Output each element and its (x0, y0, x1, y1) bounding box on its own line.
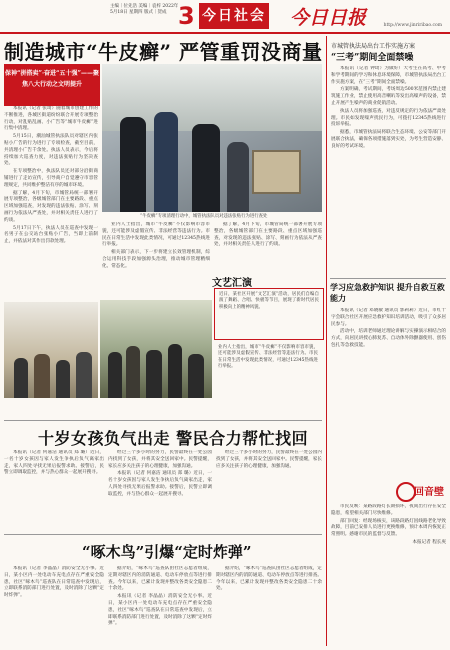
story3-col1 (4, 566, 104, 646)
feature-text: 近日，某社区开展“文艺汇演”活动，居民们自编自演了舞蹈、合唱、快板等节目，展现了新时代居民积极向上的精神风貌。 (219, 292, 319, 310)
divider (330, 278, 446, 279)
divider (4, 420, 322, 421)
paragraph: 本报讯（记者 何嘉洁 通讯员 郑 璐）近日，一名十岁女孩因与家人发生争执后负气离家出走，家人四处寻找无果后报警求助。接警后，民警立即调取监控，并与热心群众一起展开搜寻。 (108, 471, 212, 497)
performance-photo (100, 300, 212, 398)
main-subhead: 保神“拼搭卖”·奋进“五十强”——聚焦八大行动之文明提升 (4, 64, 100, 106)
feature-box-2 (214, 342, 322, 398)
right-article (331, 66, 446, 276)
right-headline-2: 学习应急救护知识 提升自救互救能力 (330, 282, 445, 303)
divider (4, 534, 322, 535)
echo-wall-label: 回音壁 (414, 487, 444, 498)
feature-text: 业内人士指出，城市“牛皮癣”不仅影响市容市貌，还可能涉及虚假宣传、非法经营等违法行为。市民在日常生活中发现此类情况，可通过12345热线进行举报。 (218, 345, 318, 370)
story2-col2 (108, 450, 212, 530)
echo-ring-icon (396, 482, 416, 502)
newspaper-url: http://www.jinriribao.com (383, 23, 442, 28)
paragraph: 活动中，培训老师通过理论讲解与实操演示相结合的方式，向居民讲授心肺复苏、自动体外除颤器使用、创伤包扎等急救技能。 (331, 329, 446, 348)
page-number: 3 (178, 2, 195, 30)
right-headline: “三考”期间全面禁噪 (331, 53, 414, 63)
paragraph: 在专项整治中，执法队员还对部分沿街商铺进行了走访宣传，引导商户自觉遵守市容管理规定，共同维护整洁有序的城市环境。 (4, 169, 98, 188)
paragraph: 据了解，4月下旬，市城管局统一部署开展专项整治，各级城管部门在主要路段、重点区域加强巡查，对发现的违法张贴、涂写、刻画行为依法从严查处，并对相关责任人进行了约谈。 (214, 222, 322, 248)
paragraph: 本报讯（记者 张琦）随着城市创建工作的不断推进，各城区街道纷纷联合开展专项整治行动，对乱贴乱画、小广告等“城市牛皮癣”进行集中清理。 (4, 106, 98, 132)
main-article-col2 (102, 222, 210, 298)
main-headline: 制造城市“牛皮癣” 严管重罚没商量 (4, 40, 323, 64)
paragraph: 本报讯（记者 钟琦）为做好广大考生在高考、中考和学考期间的学习和休息环境保障，市城管执法局出台工作实施方案，在“三考”期间全面禁噪。 (331, 66, 446, 85)
right-article-3 (331, 504, 446, 646)
newspaper-logo: 今日日报 (290, 7, 367, 29)
main-article-col1 (4, 106, 98, 296)
paragraph: 本报讯（记者 邓晓敏 通讯员 郭莉莉）近日，市红十字会联合社区开展应急救护知识培训活动，吸引了众多居民参与。 (331, 308, 446, 327)
right-article-2 (331, 308, 446, 476)
paragraph: 本报讯（记者 李晶晶）消防安全无小事。近日，某小区内一处电动车充电点存在严重安全隐患，社区“啄木鸟”巡查队在日常巡查中发现后，立即联系消防部门进行处置，及时消除了这颗“定时炸弹”。 (108, 594, 212, 627)
paragraph: 5月17日下午，执法人员在巡查中发现一名男子在公交站台张贴小广告，当即上前制止，并依法对其作出罚款处理。 (4, 225, 98, 245)
crowd-photo-left (4, 302, 98, 398)
paragraph: 方案明确，考试期间，考场周边500米范围内禁止建筑施工作业，禁止使用高音喇叭等发出高噪声的设备，禁止开展产生噪声的商业促销活动。 (331, 87, 446, 106)
masthead (0, 0, 450, 32)
paragraph: 据介绍，“啄木鸟”巡查队由社区志愿者组成，定期对辖区内的消防通道、电动车停放点等进行排查。今年以来，已累计发现并整改各类安全隐患二十余处。 (108, 566, 212, 592)
main-article-col3 (214, 222, 322, 272)
paragraph: 经过三个多小时的努力，民警最终在一处公园内找到了女孩，并将其安全送回家中。民警提醒，家长应多关注孩子的心理健康，加强沟通。 (216, 450, 322, 469)
paragraph: 据悉，市城管执法局将联合生态环境、公安等部门开展联合执法，确保各项措施落到实处，为考生营造安静、良好的考试环境。 (331, 130, 446, 149)
edition-info: 主编｜位先浩 美编｜袁梓 2022年5月18日 星期四 版式｜贺成 (110, 4, 179, 15)
column-divider (326, 36, 327, 646)
paragraph: 据了解，4月下旬，市城管局统一部署开展专项整治，各级城管部门在主要路段、重点区域加强巡查，对发现的违法张贴、涂写、刻画行为依法从严查处，并对相关责任人进行了约谈。 (4, 190, 98, 223)
feature-title: 文艺汇演 (212, 278, 252, 289)
paragraph: 本报讯（记者 李晶晶）消防安全无小事。近日，某小区内一处电动车充电点存在严重安全隐患，社区“啄木鸟”巡查队在日常巡查中发现后，立即联系消防部门进行处置，及时消除了这颗“定时炸弹”。 (4, 566, 104, 599)
paragraph: 相关部门表示，下一步将建立长效管理机制，综合运用科技手段加强源头治理，推动城市管理精细化、常态化。 (102, 250, 210, 269)
story2-col1 (4, 450, 104, 530)
paragraph: 本报记者 程长庚 (412, 539, 446, 545)
paragraph: 部门回复：经现场核实，该路段路灯因线路老化导致故障，目前已安排人员进行更换维修，预计本周内恢复正常照明。感谢市民的监督与反馈。 (331, 518, 446, 538)
story3-col2 (108, 566, 212, 646)
right-kicker: 市城管执法局出台工作实施方案 (331, 43, 416, 50)
story3-headline: “啄木鸟”引爆“定时炸弹” (82, 543, 252, 561)
feature-box (214, 288, 324, 340)
paragraph: 市民反映：某路段路灯长期损坏，夜间出行存在安全隐患，希望相关部门尽快维修。 (331, 504, 446, 516)
paragraph: 执法人员将加强巡查，对违反规定的行为依法严肃处理。市民如发现噪声扰民行为，可拨打12345热线进行投诉举报。 (331, 108, 446, 128)
header-rule (0, 32, 450, 34)
story2-col3 (216, 450, 322, 530)
main-photo (102, 64, 322, 212)
paragraph: 业内人士指出，城市“牛皮癣”不仅影响市容市貌，还可能涉及虚假宣传、非法经营等违法行为。市民在日常生活中发现此类情况，可通过12345热线进行举报。 (102, 222, 210, 248)
paragraph: 5月15日，潮汕城管执法队员对辖区内张贴小广告的行为进行了专项检查，截至目前，共清理小广告千余处。执法人员表示，今后将持续加大巡查力度，对违法张贴行为坚决查处。 (4, 134, 98, 167)
photo-caption: “牛皮癣”专项清理行动中，城管执法队员对违法张贴行为进行查处 (140, 214, 268, 219)
echo-wall-logo (396, 480, 446, 500)
paragraph: 据介绍，“啄木鸟”巡查队由社区志愿者组成，定期对辖区内的消防通道、电动车停放点等进行排查。今年以来，已累计发现并整改各类安全隐患二十余处。 (216, 566, 322, 592)
section-title: 今日社会 (199, 3, 269, 29)
story2-headline: 十岁女孩负气出走 警民合力帮忙找回 (38, 429, 309, 448)
paragraph: 本报讯（记者 何嘉洁 通讯员 郑 璐）近日，一名十岁女孩因与家人发生争执后负气离家出走，家人四处寻找无果后报警求助。接警后，民警立即调取监控，并与热心群众一起展开搜寻。 (4, 450, 104, 476)
paragraph: 经过三个多小时的努力，民警最终在一处公园内找到了女孩，并将其安全送回家中。民警提醒，家长应多关注孩子的心理健康，加强沟通。 (108, 450, 212, 469)
story3-col3 (216, 566, 322, 646)
